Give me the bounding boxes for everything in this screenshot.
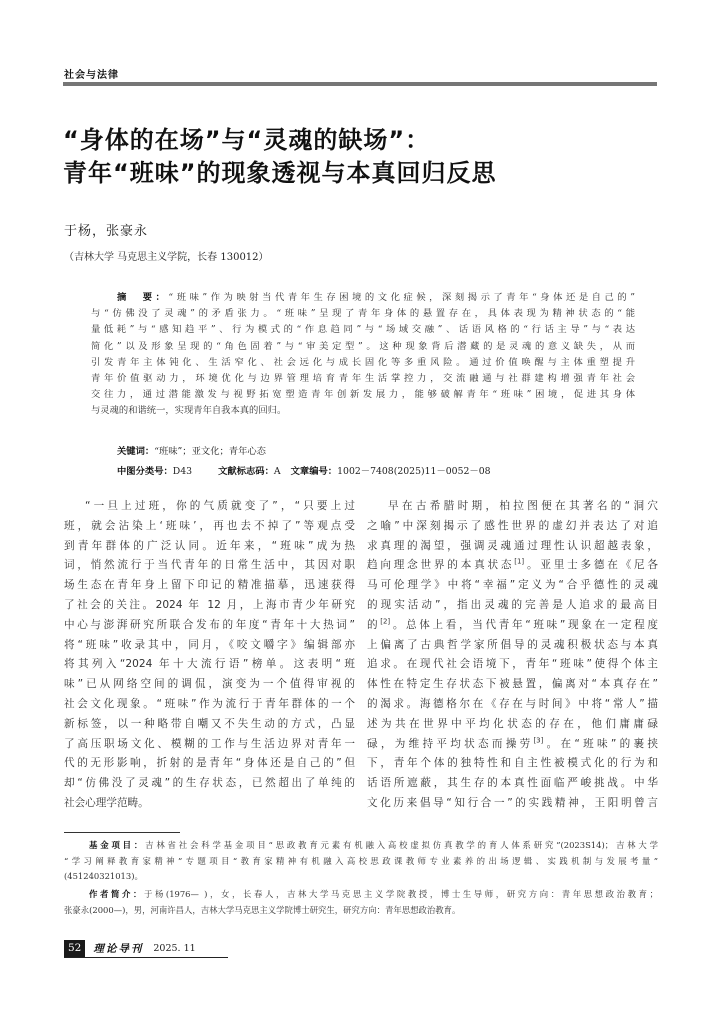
- abstract-line: 与灵魂的和谐统一，实现青年自我本真的回归。: [91, 405, 287, 417]
- body-line: 碌，为维持平均状态而操劳[3]。在“班味”的裹挟: [367, 736, 658, 750]
- citation-marker[interactable]: [2]: [380, 617, 391, 626]
- body-line: 味”已从网络空间的调侃，演变为一个值得审视的: [64, 678, 355, 691]
- abstract-line: 摘 要：“班味”作为映射当代青年生存困境的文化症候，深刻揭示了青年“身体还是自己的”: [91, 290, 635, 306]
- body-line: 述为共在世界中平均化状态的存在，他们庸庸碌: [367, 717, 658, 730]
- body-line: 班，就会沾染上‘班味’，再也去不掉了”等观点受: [64, 519, 355, 532]
- title-line-1: “身体的在场”与“灵魂的缺场”：: [63, 126, 431, 154]
- doc-code-value: A: [273, 466, 281, 477]
- keywords-value: “班味”；亚文化；青年心态: [154, 446, 266, 457]
- abstract-label: 摘 要：: [117, 292, 169, 303]
- classification: [117, 463, 491, 477]
- clc-label: 中图分类号：: [117, 466, 173, 477]
- keywords: [117, 443, 266, 457]
- body-line: 中心与澎湃研究所联合发布的年度“青年十大热词”: [64, 618, 355, 631]
- section-label: 社会与法律: [64, 70, 119, 81]
- body-line: 下，青年个体的独特性和自主性被模式化的行为和: [367, 757, 658, 770]
- abstract: [91, 290, 635, 420]
- fund-label: 基金项目：: [89, 840, 146, 850]
- citation-marker[interactable]: [1]: [514, 557, 525, 566]
- body-line: 趋向理念世界的本真状态[1]。亚里士多德在《尼各: [367, 557, 658, 572]
- body-line: 体性在特定生存状态下被悬置，偏离对“本真存在”: [367, 678, 658, 691]
- body-line: 了社会的关注。2024 年 12 月，上海市青少年研究: [64, 598, 355, 611]
- body-line: 到青年群体的广泛认同。近年来，“班味”成为热: [64, 539, 355, 552]
- body-column-right: [367, 497, 658, 814]
- body-line: 追求。在现代社会语境下，青年“班味”使得个体主: [367, 658, 658, 671]
- body-column-left: [64, 497, 355, 814]
- bio-line: 张豪永(2000—)，男，河南许昌人，吉林大学马克思主义学院博士研究生，研究方向：青年思想政治教育。: [64, 904, 461, 915]
- authors: 于杨，张豪永: [64, 224, 149, 239]
- body-line: 话语所遮蔽，其生存的本真性面临严峻挑战。中华: [367, 777, 658, 790]
- body-line: 新标签，以一种略带自嘲又不失生动的方式，凸显: [64, 717, 355, 730]
- body-line: 的[2]。总体上看，当代青年“班味”现象在一定程度: [367, 617, 658, 631]
- body-line: 却“仿佛没了灵魂”的生存状态，已然超出了单纯的: [64, 777, 355, 790]
- body-line: 文化历来倡导“知行合一”的实践精神，王阳明曾言: [367, 796, 658, 809]
- article-title: [63, 124, 663, 190]
- bio-label: 作者简介：: [89, 889, 144, 900]
- doc-code-label: 文献标志码：: [218, 466, 274, 477]
- body-line: 代的无形影响，折射的是青年“身体还是自己的”但: [64, 757, 355, 770]
- page-footer: [64, 940, 228, 958]
- title-line-2: 青年“班味”的现象透视与本真回归反思: [63, 159, 497, 187]
- body-line: 上偏离了古典哲学家所倡导的灵魂积极状态与本真: [367, 638, 658, 651]
- fund-line: (451240321013)。: [64, 871, 143, 882]
- header-rule: [63, 82, 657, 86]
- abstract-line: 青年价值驱动力，环境优化与边界管理培育青年生活掌控力，交流融通与社群建构增强青年社会: [91, 373, 635, 385]
- body-line: 场生态在青年身上留下印记的精准描摹，迅速获得: [64, 579, 355, 592]
- body-line: 马可伦理学》中将“幸福”定义为“合乎德性的灵魂: [367, 579, 658, 592]
- footnotes: [64, 838, 658, 919]
- body-line: 将其列入“2024 年十大流行语”榜单。这表明“班: [64, 658, 355, 671]
- body-line: “一旦上过班，你的气质就变了”，“只要上过: [85, 500, 355, 512]
- issue-number: 2025. 11: [153, 943, 196, 954]
- keywords-label: 关键词：: [117, 446, 155, 457]
- footnote-divider: [64, 832, 180, 833]
- bio-line: 作者简介：于杨(1976— )，女，长春人，吉林大学马克思主义学院教授，博士生导师，研究方向：青年思想政治教育；: [89, 889, 658, 900]
- article-no-value: 1002－7408(2025)11－0052－08: [337, 466, 491, 477]
- body-line: 了高压职场文化、模糊的工作与生活边界对青年一: [64, 737, 355, 750]
- fund-line: 基金项目：吉林省社会科学基金项目“思政教育元素有机融入高校虚拟仿真教学的育人体系研究”(2023S14)；吉林大学: [89, 840, 658, 850]
- abstract-line: 交往力，通过潜能激发与视野拓宽塑造青年创新发展力，能够破解青年“班味”困境，促进其身体: [91, 389, 635, 401]
- page-number: 52: [64, 940, 85, 957]
- article-no-label: 文章编号：: [290, 466, 338, 477]
- body-line: 求真理的渴望，强调灵魂通过理性认识超越表象，: [367, 539, 658, 552]
- body-line: 的渴求。海德格尔在《存在与时间》中将“常人”描: [367, 697, 658, 710]
- fund-line: “学习阐释教育家精神”专题项目“教育家精神有机融入高校思政课教师专业素养的出场逻辑、实践机制与发展考量”: [64, 855, 658, 866]
- body-line: 将“班味”收录其中，同月，《咬文嚼字》编辑部亦: [64, 638, 355, 651]
- abstract-line: 简化”以及形象呈现的“角色固着”与“审美定型”。这种现象背后潜藏的是灵魂的意义缺失，从而: [91, 340, 635, 352]
- body-line: 的现实活动”，指出灵魂的完善是人追求的最高目: [367, 598, 658, 611]
- body-line: 词，悄然流行于当代青年的日常生活中，其因对职: [64, 559, 355, 572]
- body-line: 社会文化现象。“班味”作为流行于青年群体的一个: [64, 697, 355, 710]
- abstract-line: 引发青年主体钝化、生活窄化、社会远化与成长固化等多重风险。通过价值唤醒与主体重塑提升: [91, 356, 635, 368]
- body-line: 之喻”中深刻揭示了感性世界的虚幻并表达了对追: [367, 519, 658, 532]
- affiliation: （吉林大学 马克思主义学院，长春 130012）: [64, 252, 269, 263]
- citation-marker[interactable]: [3]: [533, 736, 544, 745]
- journal-name: 理论导刊: [93, 943, 144, 955]
- abstract-line: 量低耗”与“感知趋平”、行为模式的“作息趋同”与“场域交融”、话语风格的“行话主导”与“表达: [91, 324, 635, 336]
- body-line: 早在古希腊时期，柏拉图便在其著名的“洞穴: [388, 500, 658, 512]
- body-line: 社会心理学范畴。: [64, 796, 149, 809]
- abstract-line: 与“仿佛没了灵魂”的矛盾张力。“班味”呈现了青年身体的悬置存在，具体表现为精神状态的“能: [91, 308, 635, 320]
- clc-value: D43: [172, 466, 193, 477]
